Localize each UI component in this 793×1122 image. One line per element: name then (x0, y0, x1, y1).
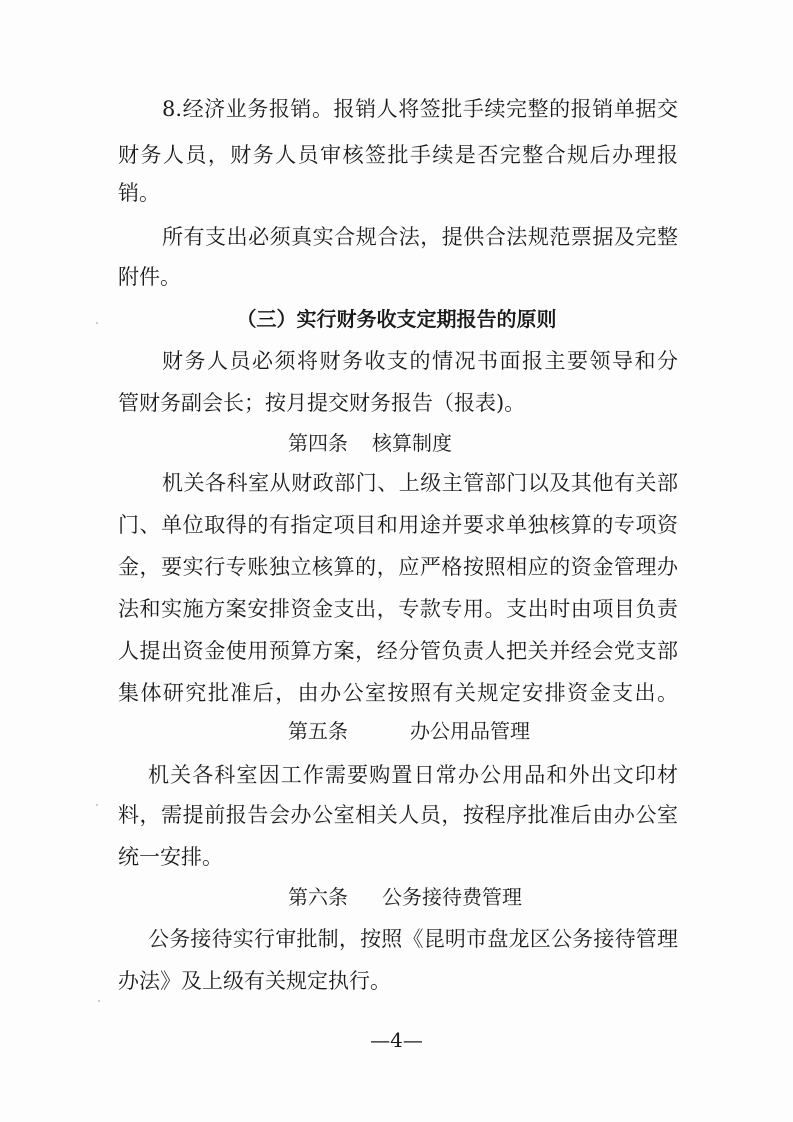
article-title: 核算制度 (372, 431, 452, 455)
scan-speck (96, 804, 98, 806)
paragraph-line: 公务接待实行审批制，按照《昆明市盘龙区公务接待管理 (148, 927, 678, 951)
paragraph-line: 所有支出必须真实合规合法，提供合法规范票据及完整 (162, 225, 678, 249)
paragraph-line: 金，要实行专账独立核算的，应严格按照相应的资金管理办 (118, 555, 678, 579)
paragraph-line: 附件。 (118, 265, 181, 289)
article-title: 办公用品管理 (410, 719, 530, 743)
paragraph-line: 管财务副会长；按月提交财务报告（报表)。 (118, 391, 526, 415)
paragraph-line: 销。 (118, 181, 160, 205)
article-number: 第四条 (288, 431, 348, 455)
paragraph-line: 8.经济业务报销。报销人将签批手续完整的报销单据交 (162, 97, 678, 121)
article-number: 第五条 (288, 719, 348, 743)
paragraph-line: 机关各科室因工作需要购置日常办公用品和外出文印材 (148, 763, 678, 787)
paragraph-line: 人提出资金使用预算方案，经分管负责人把关并经会党支部 (118, 639, 678, 663)
paragraph-line: 料，需提前报告会办公室相关人员，按程序批准后由办公室 (118, 803, 678, 827)
section-heading: （三）实行财务收支定期报告的原则 (236, 307, 557, 331)
paragraph-line: 机关各科室从财政部门、上级主管部门以及其他有关部 (162, 471, 678, 495)
scan-speck (96, 322, 98, 324)
paragraph-line: 财务人员，财务人员审核签批手续是否完整合规后办理报 (118, 143, 678, 167)
paragraph-line: 办法》及上级有关规定执行。 (118, 969, 391, 993)
article-title: 公务接待费管理 (382, 885, 522, 909)
page-number: —4— (370, 1028, 423, 1052)
paragraph-line: 财务人员必须将财务收支的情况书面报主要领导和分 (162, 349, 678, 373)
article-number: 第六条 (288, 885, 348, 909)
paragraph-line: 集体研究批准后，由办公室按照有关规定安排资金支出。 (118, 681, 678, 705)
paragraph-line: 法和实施方案安排资金支出，专款专用。支出时由项目负责 (118, 597, 678, 621)
scan-speck (98, 1000, 100, 1002)
paragraph-line: 门、单位取得的有指定项目和用途并要求单独核算的专项资 (118, 513, 678, 537)
paragraph-line: 统一安排。 (118, 845, 223, 869)
